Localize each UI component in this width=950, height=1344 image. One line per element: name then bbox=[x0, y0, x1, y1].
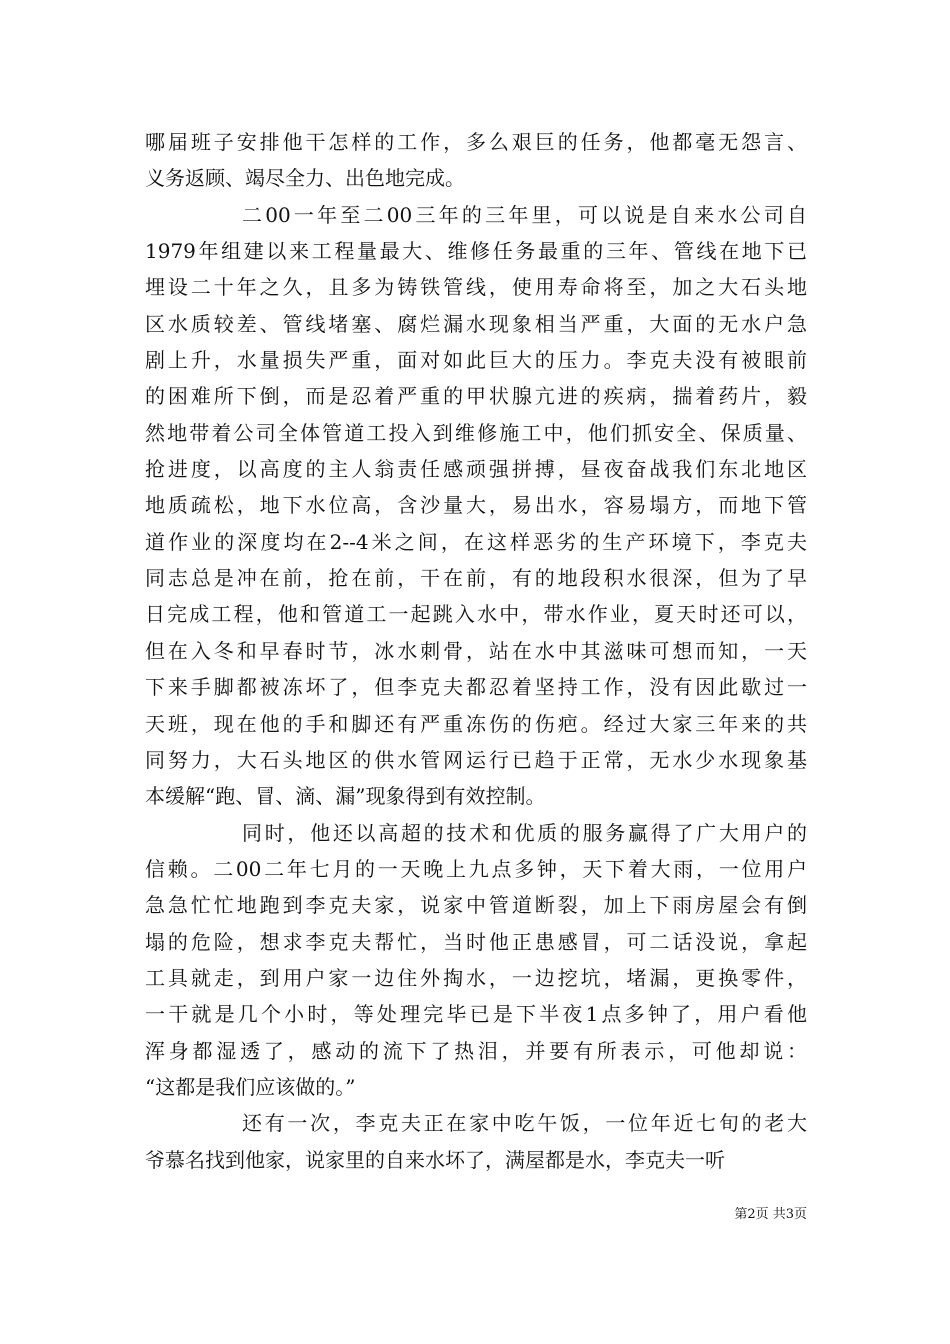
paragraph-first-line: 同时，他还以高超的技术和优质的服务赢得了广大用户的 bbox=[242, 820, 807, 845]
text-line: 的困难所下倒，而是忍着严重的甲状腺亢进的疾病，揣着药片，毅 bbox=[145, 384, 807, 409]
text-line: 埋设二十年之久，且多为铸铁管线，使用寿命将至，加之大石头地 bbox=[145, 275, 807, 300]
text-line: 浑身都湿透了，感动的流下了热泪，并要有所表示，可他却说： bbox=[145, 1038, 807, 1063]
text-line: 塌的危险，想求李克夫帮忙，当时他正患感冒，可二话没说，拿起 bbox=[145, 929, 807, 954]
text-line: 地质疏松，地下水位高，含沙量大，易出水，容易塌方，而地下管 bbox=[145, 493, 807, 518]
text-line: 道作业的深度均在2--4米之间，在这样恶劣的生产环境下，李克夫 bbox=[145, 529, 807, 554]
text-line: 天班，现在他的手和脚还有严重冻伤的伤疤。经过大家三年来的共 bbox=[145, 711, 807, 736]
page-number-footer: 第2页 共3页 bbox=[734, 1207, 807, 1222]
text-line: 同志总是冲在前，抢在前，干在前，有的地段积水很深，但为了早 bbox=[145, 566, 807, 591]
text-line: 抢进度，以高度的主人翁责任感顽强拼搏，昼夜奋战我们东北地区 bbox=[145, 457, 807, 482]
text-line: 下来手脚都被冻坏了，但李克夫都忍着坚持工作，没有因此歇过一 bbox=[145, 675, 807, 700]
text-line: 本缓解“跑、冒、滴、漏”现象得到有效控制。 bbox=[145, 784, 546, 809]
paragraph-first-line: 还有一次，李克夫正在家中吃午饭，一位年近七旬的老大 bbox=[242, 1111, 807, 1136]
text-line: 区水质较差、管线堵塞、腐烂漏水现象相当严重，大面的无水户急 bbox=[145, 311, 807, 336]
text-line: “这都是我们应该做的。” bbox=[145, 1074, 356, 1099]
text-line: 但在入冬和早春时节，冰水刺骨，站在水中其滋味可想而知，一天 bbox=[145, 638, 807, 663]
text-line: 然地带着公司全体管道工投入到维修施工中，他们抓安全、保质量、 bbox=[145, 420, 807, 445]
text-line: 义务返顾、竭尽全力、出色地完成。 bbox=[145, 166, 465, 191]
text-line: 1979年组建以来工程量最大、维修任务最重的三年、管线在地下已 bbox=[145, 239, 807, 264]
text-line: 急急忙忙地跑到李克夫家，说家中管道断裂，加上下雨房屋会有倒 bbox=[145, 893, 807, 918]
text-line: 剧上升，水量损失严重，面对如此巨大的压力。李克夫没有被眼前 bbox=[145, 348, 807, 373]
text-line: 同努力，大石头地区的供水管网运行已趋于正常，无水少水现象基 bbox=[145, 747, 807, 772]
text-line: 一干就是几个小时，等处理完毕已是下半夜1点多钟了，用户看他 bbox=[145, 1002, 807, 1027]
paragraph-first-line: 二00一年至二00三年的三年里，可以说是自来水公司自 bbox=[242, 202, 807, 227]
text-line: 信赖。二00二年七月的一天晚上九点多钟，天下着大雨，一位用户 bbox=[145, 856, 807, 881]
text-line: 工具就走，到用户家一边住外掏水，一边挖坑，堵漏，更换零件， bbox=[145, 965, 807, 990]
body-text bbox=[145, 124, 807, 1178]
text-line: 日完成工程，他和管道工一起跳入水中，带水作业，夏天时还可以， bbox=[145, 602, 807, 627]
text-line: 爷慕名找到他家，说家里的自来水坏了，满屋都是水，李克夫一听 bbox=[145, 1147, 725, 1172]
text-line: 哪届班子安排他干怎样的工作，多么艰巨的任务，他都毫无怨言、 bbox=[145, 130, 807, 154]
